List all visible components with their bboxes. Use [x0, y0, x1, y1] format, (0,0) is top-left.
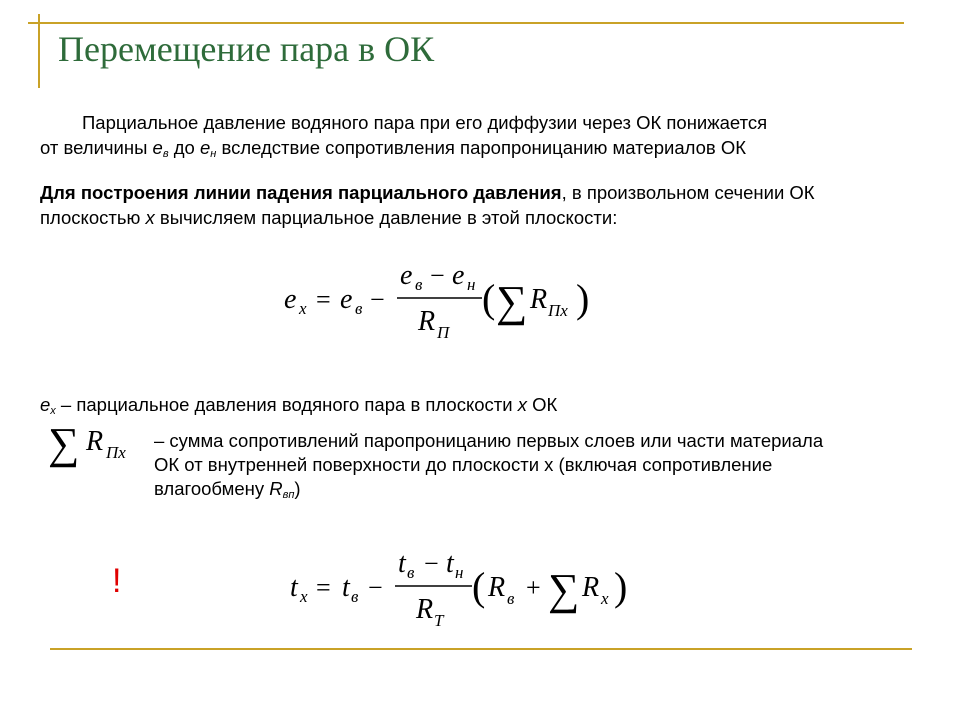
exclamation-mark: ! — [112, 562, 122, 600]
construction-bold: Для построения линии падения парциального давления — [40, 182, 562, 203]
f1-sum: ∑ — [496, 277, 528, 326]
f1-sub-Px: Пx — [548, 301, 568, 320]
intro-line1: Парциальное давление водяного пара при его диффузии через ОК понижается — [82, 112, 768, 133]
f2-R-sub-v: в — [507, 589, 515, 608]
f2-minus: − — [368, 573, 383, 602]
def-sum-R: R — [86, 426, 104, 457]
f2-num-minus: − — [424, 549, 439, 578]
f1-num-e2: e — [452, 260, 465, 291]
def-sum-line3-start: влагообмену — [154, 478, 270, 499]
construction-line2-end: вычисляем парциальное давление в этой плоскости: — [154, 207, 618, 228]
f2-sub-v: в — [351, 587, 359, 606]
def-x: x — [517, 394, 528, 415]
f2-num-t2: t — [446, 548, 454, 579]
f2-sum: ∑ — [548, 565, 580, 614]
f2-equals: = — [316, 573, 331, 602]
construction-line2-start: плоскостью — [40, 207, 146, 228]
def-sum-line2: ОК от внутренней поверхности до плоскости х (включая сопротивление — [154, 454, 773, 475]
def-sum-line3-end: ) — [294, 478, 301, 499]
def-sum-sub2: вп — [282, 489, 295, 501]
f1-e: e — [284, 284, 297, 315]
f1-sub-v: в — [355, 299, 363, 318]
f1-minus: − — [370, 285, 385, 314]
def-ex-tail: ОК — [527, 394, 558, 415]
subscript-n: н — [210, 148, 217, 160]
intro-line2-start: от величины — [40, 137, 153, 158]
f2-num-sub-n: н — [455, 563, 464, 582]
e-symbol: e — [152, 137, 163, 158]
f2-lparen: ( — [472, 564, 486, 609]
f2-num-sub-v: в — [407, 563, 415, 582]
page-title: Перемещение пара в ОК — [58, 29, 435, 69]
construction-rest: , в произвольном сечении ОК — [561, 182, 815, 203]
def-sum-line1: – сумма сопротивлений паропроницанию первых слоев или части материала — [154, 430, 824, 451]
f2-rparen: ) — [614, 564, 628, 609]
f2-num-t: t — [398, 548, 406, 579]
intro-mid: до — [168, 137, 200, 158]
f1-e2: e — [340, 284, 353, 315]
f1-num-minus: − — [430, 261, 445, 290]
f1-equals: = — [316, 285, 331, 314]
f2-plus: + — [526, 573, 541, 602]
f2-R-sub-x: x — [601, 589, 609, 608]
def-sum-symbol: ∑ — [48, 419, 80, 468]
f1-rparen: ) — [576, 276, 590, 321]
f2-den-R: R — [416, 594, 434, 625]
f2-t2: t — [342, 572, 350, 603]
f2-t: t — [290, 572, 298, 603]
f1-lparen: ( — [482, 276, 496, 321]
f2-R-v: R — [488, 572, 506, 603]
f1-num-sub-v: в — [415, 275, 423, 294]
f1-num-e: e — [400, 260, 413, 291]
def-sum-R2: R — [269, 478, 283, 499]
x-symbol: x — [145, 207, 155, 228]
f1-R: R — [530, 284, 548, 315]
subscript-v: в — [162, 148, 169, 160]
f1-den-R: R — [418, 306, 436, 337]
f1-sub-x: x — [299, 299, 307, 318]
f2-sub-x: x — [300, 587, 308, 606]
def-sub-x: x — [50, 405, 56, 417]
f2-den-sub-T: T — [434, 611, 444, 630]
e-symbol: e — [199, 137, 211, 158]
f2-R-x: R — [582, 572, 600, 603]
def-ex-text: – парциальное давления водяного пара в плоскости — [55, 394, 518, 415]
f1-den-sub-P: П — [437, 323, 450, 342]
intro-line2-end: вследствие сопротивления паропроницанию материалов ОК — [216, 137, 747, 158]
def-sum-sub: Пx — [106, 443, 126, 462]
f1-num-sub-n: н — [467, 275, 476, 294]
def-e: e — [40, 394, 51, 415]
